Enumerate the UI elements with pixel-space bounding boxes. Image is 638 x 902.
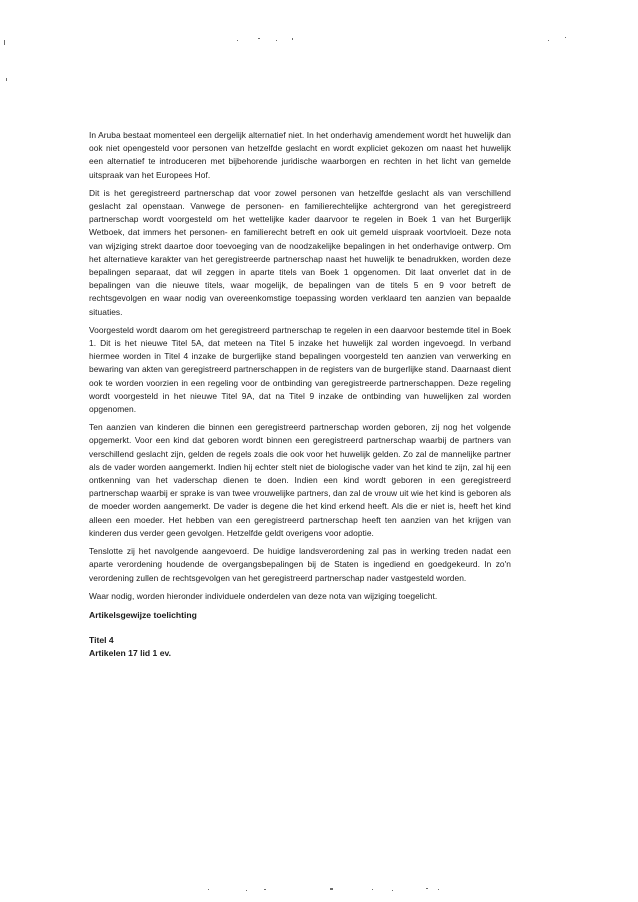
document-body xyxy=(89,129,511,660)
scan-speck xyxy=(426,888,428,889)
scan-speck xyxy=(548,40,549,41)
scan-speck xyxy=(6,78,7,81)
scan-speck xyxy=(237,40,238,41)
paragraph-proposal: Voorgesteld wordt daarom om het geregistreerd partnerschap te regelen in een daarvoor bestemde titel in Boek 1. Dit is het nieuwe Titel 5A, dat meteen na Titel 5 inzake het huwelijk zal worden ingevoegd. In verband hiermee worden in Titel 4 inzake de burgerlijke stand bepalingen voorgesteld ten aanzien van verwerking en bewaring van akten van geregistreerd partnerschappen in de registers van de burgerlijke stand. Daarnaast dient ook te worden voorzien in een regeling voor de ontbinding van geregistreerde partnerschappen. Deze regeling wordt voorgesteld in het nieuwe Titel 9A, dat na Titel 9 inzake de ontbinding van huwelijken zal worden opgenomen. xyxy=(89,324,511,415)
scan-speck xyxy=(264,889,266,890)
section-heading: Artikelsgewijze toelichting xyxy=(89,609,197,620)
scan-speck xyxy=(258,38,260,39)
paragraph-explanation: Waar nodig, worden hieronder individuele onderdelen van deze nota van wijziging toegelicht. xyxy=(89,590,438,601)
scan-speck xyxy=(246,890,247,891)
scan-speck xyxy=(392,890,393,891)
scan-speck xyxy=(4,40,5,45)
scan-speck xyxy=(330,888,333,890)
scan-speck xyxy=(565,37,566,38)
paragraph-partnership: Dit is het geregistreerd partnerschap dat voor zowel personen van hetzelfde geslacht als van verschillend geslacht zal openstaan. Vanwege de personen- en familierechtelijke achtergrond van het geregistreerd partnerschap wordt voorgesteld om het wettelijke kader daarvoor te regelen in Boek 1 van het Burgerlijk Wetboek, dat immers het personen- en familierecht betreft en ook uit gemeld uispraak voortvloeit. Deze nota van wijziging strekt daartoe door toevoeging van de noodzakelijke bepalingen in het onderhavige ontwerp. Om het alternatieve karakter van het geregistreerde partnerschap naast het huwelijk te benadrukken, worden deze bepalingen separaat, dat wil zeggen in aparte titels van Boek 1 opgenomen. Dit laat onverlet dat in de bepalingen van die nieuwe titels, waar mogelijk, de bepalingen van de titels 5 en 9 voor betreft de rechtsgevolgen en waar nodig van overeenkomstige toepassing worden verklaard ten aanzien van bepaalde situaties. xyxy=(89,187,511,317)
subheading-title: Titel 4 xyxy=(89,634,114,645)
subheading-articles: Artikelen 17 lid 1 ev. xyxy=(89,647,171,658)
paragraph-children: Ten aanzien van kinderen die binnen een geregistreerd partnerschap worden geboren, zij nog het volgende opgemerkt. Voor een kind dat geboren wordt binnen een geregistreerd partnerschap waarbij de partners van verschillend geslacht zijn, gelden de regels zoals die ook voor het huwelijk gelden. Zo zal de mannelijke partner als de vader worden aangemerkt. Indien hij echter stelt niet de biologische vader van het kind te zijn, zal hij een ontkenning van het vaderschap dienen te doen. Indien een kind wordt geboren in een geregistreerd partnerschap waarbij er sprake is van twee vrouwelijke partners, dan zal de vrouw uit wie het kind is geboren als de moeder worden aangemerkt. De vader is degene die het kind erkend heeft. Als die er niet is, heeft het kind alleen een moeder. Het hebben van een geregistreerd partnerschap heeft ten aanzien van het krijgen van kinderen dus verder geen gevolgen. Hetzelfde geldt overigens voor adoptie. xyxy=(89,422,511,538)
scan-speck xyxy=(208,889,209,890)
scan-speck xyxy=(372,889,373,890)
scan-speck xyxy=(276,40,277,41)
scan-speck xyxy=(292,38,293,40)
paragraph-alternative: In Aruba bestaat momenteel een dergelijk alternatief niet. In het onderhavig amendement wordt het huwelijk dan ook niet opengesteld voor personen van hetzelfde geslacht en wordt expliciet gekozen om naast het huwelijk een alternatief te introduceren met bijbehorende juridische waarborgen en rechten in het licht van gemelde uitspraak van het Europees Hof. xyxy=(89,130,511,180)
scan-speck xyxy=(438,889,439,890)
paragraph-conclusion: Tenslotte zij het navolgende aangevoerd. De huidige landsverordening zal pas in werking treden nadat een aparte verordening houdende de overgangsbepalingen bij de Staten is ingediend en goedgekeurd. In zo'n verordening zullen de rechtsgevolgen van het geregistreerd partnerschap nader vastgesteld worden. xyxy=(89,546,511,583)
